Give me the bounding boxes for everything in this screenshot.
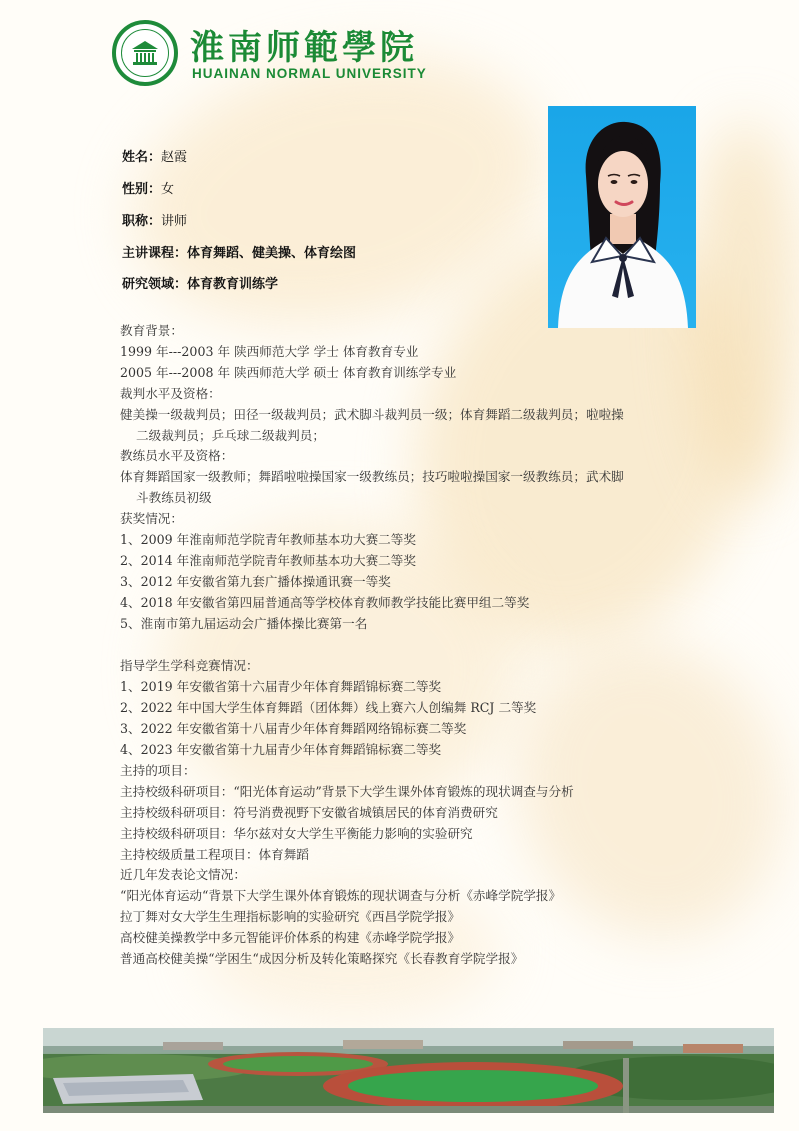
research-label: 研究领域：	[122, 277, 188, 292]
section-heading-projects: 主持的项目：	[120, 763, 196, 778]
name-value: 赵霞	[161, 150, 188, 165]
title-label: 职称：	[122, 214, 162, 229]
section-heading-awards: 获奖情况：	[120, 511, 183, 526]
coach-line: 斗教练员初级	[136, 490, 212, 505]
project-item: 主持校级质量工程项目：体育舞蹈	[120, 847, 309, 862]
student-competition-item: 1、2019 年安徽省第十六届青少年体育舞蹈锦标赛二等奖	[120, 679, 442, 694]
student-competition-item: 3、2022 年安徽省第十八届青少年体育舞蹈网络锦标赛二等奖	[120, 721, 467, 736]
courses-row	[122, 246, 356, 262]
paper-item: 高校健美操教学中多元智能评价体系的构建《赤峰学院学报》	[120, 930, 461, 945]
courses-label: 主讲课程：	[122, 246, 188, 261]
coach-line: 体育舞蹈国家一级教师；舞蹈啦啦操国家一级教练员；技巧啦啦操国家一级教练员；武术脚	[120, 469, 624, 484]
student-competition-item: 2、2022 年中国大学生体育舞蹈（团体舞）线上赛六人创编舞 RCJ 二等奖	[120, 700, 537, 715]
title-value: 讲师	[161, 214, 188, 229]
project-item: 主持校级科研项目：“阳光体育运动”背景下大学生课外体育锻炼的现状调查与分析	[120, 784, 574, 799]
award-item: 3、2012 年安徽省第九套广播体操通讯赛一等奖	[120, 574, 391, 589]
university-logo	[112, 20, 442, 86]
paper-item: 拉丁舞对女大学生生理指标影响的实验研究《西昌学院学报》	[120, 909, 461, 924]
award-item: 2、2014 年淮南师范学院青年教师基本功大赛二等奖	[120, 553, 416, 568]
name-label: 姓名：	[122, 150, 162, 165]
education-line: 2005 年---2008 年 陕西师范大学 硕士 体育教育训练学专业	[120, 365, 457, 380]
university-seal-icon	[112, 20, 178, 86]
award-item: 1、2009 年淮南师范学院青年教师基本功大赛二等奖	[120, 532, 416, 547]
research-value: 体育教育训练学	[187, 277, 279, 292]
gender-label: 性别：	[122, 182, 162, 197]
courses-value: 体育舞蹈、健美操、体育绘图	[187, 246, 357, 261]
research-row	[122, 277, 278, 293]
university-name-en: HUAINAN NORMAL UNIVERSITY	[192, 66, 427, 81]
section-heading-referee: 裁判水平及资格：	[120, 386, 221, 401]
portrait-photo	[548, 106, 696, 328]
section-heading-student-competitions: 指导学生学科竞赛情况：	[120, 658, 259, 673]
section-heading-coach: 教练员水平及资格：	[120, 448, 234, 463]
referee-line: 健美操一级裁判员；田径一级裁判员；武术脚斗裁判员一级；体育舞蹈二级裁判员；啦啦操	[120, 407, 624, 422]
name-row	[122, 150, 187, 166]
title-row	[122, 214, 187, 230]
project-item: 主持校级科研项目：华尔兹对女大学生平衡能力影响的实验研究	[120, 826, 473, 841]
section-heading-papers: 近几年发表论文情况：	[120, 867, 246, 882]
gender-row	[122, 182, 174, 198]
gender-value: 女	[161, 182, 175, 197]
paper-item: “阳光体育运动“背景下大学生课外体育锻炼的现状调查与分析《赤峰学院学报》	[120, 888, 562, 903]
campus-aerial-banner	[43, 1028, 774, 1113]
referee-line: 二级裁判员；乒乓球二级裁判员；	[136, 428, 325, 443]
section-heading-education: 教育背景：	[120, 323, 183, 338]
education-line: 1999 年---2003 年 陕西师范大学 学士 体育教育专业	[120, 344, 419, 359]
award-item: 5、淮南市第九届运动会广播体操比赛第一名	[120, 616, 368, 631]
project-item: 主持校级科研项目：符号消费视野下安徽省城镇居民的体育消费研究	[120, 805, 498, 820]
award-item: 4、2018 年安徽省第四届普通高等学校体育教师教学技能比赛甲组二等奖	[120, 595, 530, 610]
paper-item: 普通高校健美操“学困生“成因分析及转化策略探究《长春教育学院学报》	[120, 951, 524, 966]
university-name-cn: 淮南师範學院	[190, 28, 418, 68]
student-competition-item: 4、2023 年安徽省第十九届青少年体育舞蹈锦标赛二等奖	[120, 742, 442, 757]
